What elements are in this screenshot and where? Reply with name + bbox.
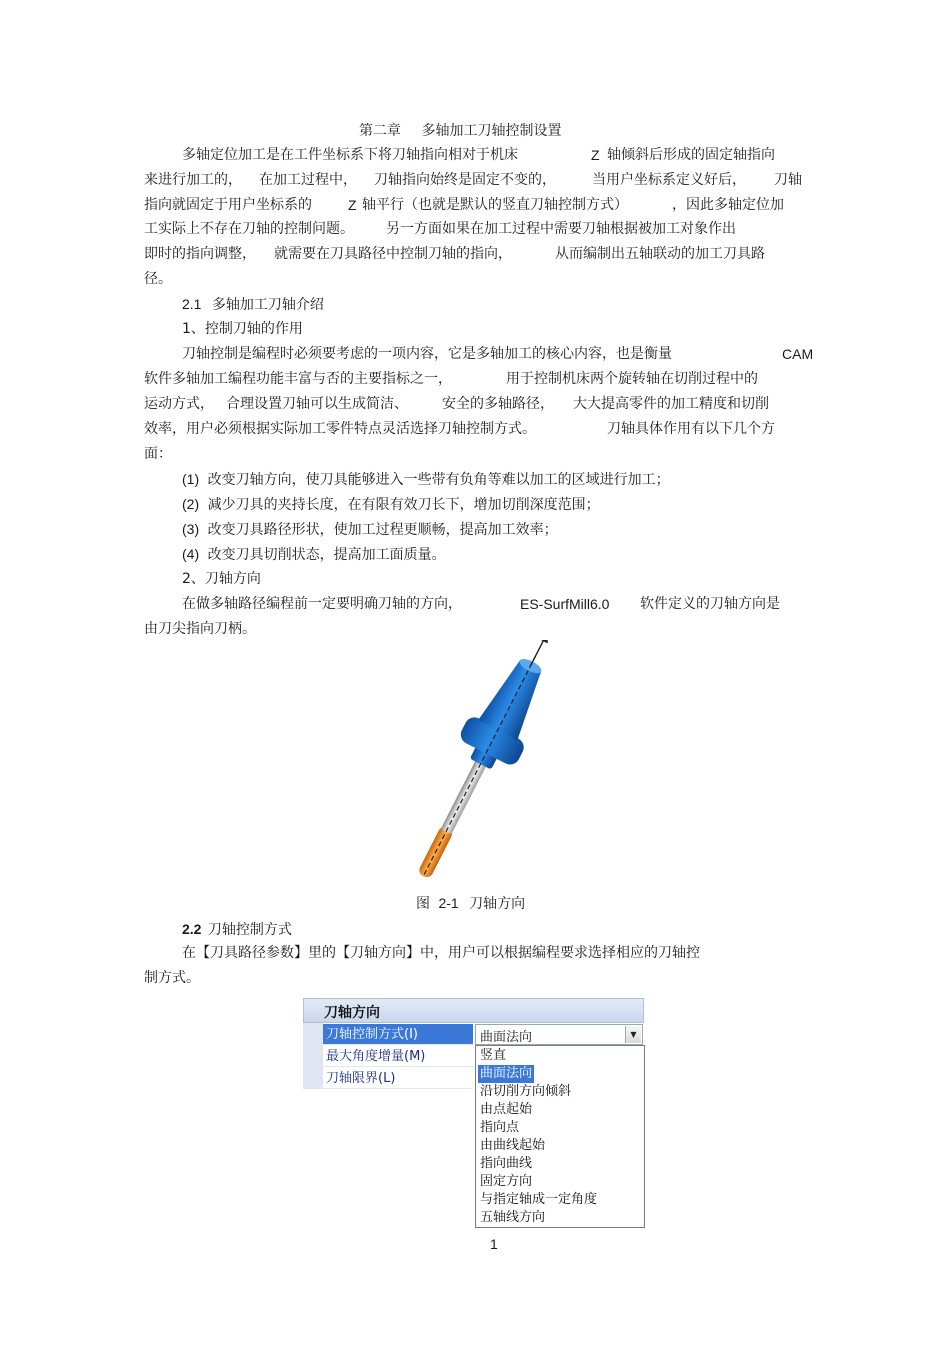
para1-cam: [782, 345, 813, 363]
list-text: 改变刀具切削状态，提高加工面质量。: [207, 547, 446, 563]
option-vertical[interactable]: 竖直: [480, 1048, 507, 1063]
text: 刀轴具体作用有以下几个方: [607, 421, 775, 437]
intro-line-6: [144, 270, 172, 288]
intro-line-2: [144, 171, 242, 189]
intro-line-5: [144, 245, 256, 263]
para2-line-1: [182, 595, 462, 613]
list-item: [182, 495, 600, 514]
text: 效率，用户必须根据实际加工零件特点灵活选择刀轴控制方式。: [144, 421, 536, 437]
list-item: [182, 470, 670, 489]
option-to-point[interactable]: 指向点: [480, 1120, 520, 1135]
option-to-curve[interactable]: 指向曲线: [480, 1156, 533, 1171]
section-number: 2.1: [182, 296, 202, 312]
text: 由刀尖指向刀柄。: [144, 621, 256, 637]
caption-label: 图: [416, 896, 430, 912]
para3-line-1: [182, 944, 700, 962]
option-five-axis-line[interactable]: 五轴线方向: [480, 1210, 546, 1225]
text: 在【刀具路径参数】里的【刀轴方向】中，用户可以根据编程要求选择相应的刀轴控: [182, 945, 700, 961]
text: 指向就固定于用户坐标系的: [144, 197, 312, 213]
text: 合理设置刀轴可以生成简洁、: [226, 396, 408, 412]
list-number: (3): [182, 521, 200, 537]
option-angle-to-axis[interactable]: 与指定轴成一定角度: [480, 1192, 598, 1207]
text: 即时的指向调整，: [144, 246, 256, 262]
option-tilt-along-cut[interactable]: 沿切削方向倾斜: [480, 1084, 572, 1099]
text: 软件多轴加工编程功能丰富与否的主要指标之一，: [144, 371, 452, 387]
para1-line-3b: [226, 395, 408, 413]
para2-software-name: [520, 595, 609, 613]
list-text: 改变刀具路径形状，使加工过程更顺畅，提高加工效率；: [207, 522, 558, 538]
subheading-1: [182, 320, 303, 338]
text: 运动方式，: [144, 396, 214, 412]
list-number: (1): [182, 471, 200, 487]
text: 刀轴控制是编程时必须要考虑的一项内容，它是多轴加工的核心内容，也是衡量: [182, 346, 672, 362]
text: 大大提高零件的加工精度和切削: [573, 396, 769, 412]
text: 工实际上不存在刀轴的控制问题。: [144, 221, 354, 237]
text: 轴平行（也就是默认的竖直刀轴控制方式）: [362, 197, 628, 213]
section-title: 刀轴控制方式: [207, 922, 292, 938]
intro-line-3-z: [348, 196, 357, 214]
para1-line-3d: [573, 395, 769, 413]
intro-line-1-z: [591, 146, 600, 164]
text: 刀轴: [774, 172, 802, 188]
text: ES-SurfMill6.0: [520, 596, 610, 612]
intro-line-3c: [362, 196, 628, 214]
intro-line-3d: [672, 196, 784, 214]
panel-title: 刀轴方向: [324, 1005, 380, 1021]
section-2-2-heading: [182, 920, 292, 939]
chapter-name: 多轴加工刀轴控制设置: [421, 123, 562, 139]
section-title: 多轴加工刀轴介绍: [211, 297, 324, 313]
axis-arrow-head: [539, 640, 553, 643]
section-2-1-heading: [182, 295, 324, 314]
axis-limit-label[interactable]: 刀轴限界(L): [323, 1068, 473, 1089]
text: 多轴定位加工是在工件坐标系下将刀轴指向相对于机床: [182, 147, 518, 163]
option-fixed-direction[interactable]: 固定方向: [480, 1174, 533, 1189]
option-from-point[interactable]: 由点起始: [480, 1102, 533, 1117]
text: 软件定义的刀轴方向是: [640, 596, 780, 612]
intro-line-4: [144, 220, 354, 238]
figure-caption: [416, 894, 525, 913]
option-surface-normal[interactable]: 曲面法向: [480, 1066, 533, 1081]
list-text: 减少刀具的夹持长度，在有限有效刀长下，增加切削深度范围；: [207, 497, 600, 513]
text: 安全的多轴路径，: [442, 396, 554, 412]
intro-line-5c: [555, 245, 765, 263]
option-from-curve[interactable]: 由曲线起始: [480, 1138, 546, 1153]
text: 在加工过程中，: [259, 172, 357, 188]
list-item: [182, 520, 558, 539]
text: CAM: [782, 346, 814, 362]
para1-line-5: [144, 445, 172, 463]
chapter-number: 第二章: [359, 123, 401, 139]
max-angle-increment-label[interactable]: 最大角度增量(M): [323, 1046, 473, 1067]
text: 2、刀轴方向: [182, 571, 261, 587]
text: 刀轴指向始终是固定不变的，: [374, 172, 556, 188]
intro-line-1-end: [607, 146, 775, 164]
text: 面：: [144, 446, 172, 462]
intro-line-3: [144, 196, 312, 214]
intro-line-2c: [374, 171, 556, 189]
text: Z: [591, 147, 600, 163]
caption-number: 2-1: [438, 895, 459, 911]
text: Z: [348, 197, 357, 213]
list-number: (2): [182, 496, 200, 512]
axis-arrow-shaft: [530, 640, 545, 666]
intro-line-4b: [386, 220, 736, 238]
text: 1: [490, 1236, 498, 1252]
intro-line-5b: [274, 245, 512, 263]
para1-line-2: [144, 370, 452, 388]
chevron-down-icon[interactable]: ▼: [625, 1026, 641, 1043]
para1-line-2b: [506, 370, 758, 388]
intro-line-1: [182, 146, 518, 164]
text: 制方式。: [144, 970, 200, 986]
axis-control-mode-select[interactable]: [475, 1024, 643, 1045]
text: 来进行加工的，: [144, 172, 242, 188]
para1-line-1: [182, 345, 672, 363]
select-value: 曲面法向: [480, 1030, 533, 1045]
intro-line-2b: [259, 171, 357, 189]
text: 在做多轴路径编程前一定要明确刀轴的方向，: [182, 596, 462, 612]
tool-axis-panel: [303, 998, 644, 1230]
intro-line-2e: [774, 171, 802, 189]
chapter-title: [359, 122, 561, 140]
para1-line-3c: [442, 395, 554, 413]
text: 就需要在刀具路径中控制刀轴的指向，: [274, 246, 512, 262]
text: 轴倾斜后形成的固定轴指向: [607, 147, 775, 163]
text: 从而编制出五轴联动的加工刀具路: [555, 246, 765, 262]
list-item: [182, 545, 446, 564]
tool-axis-illustration: [360, 640, 600, 890]
text: 另一方面如果在加工过程中需要刀轴根据被加工对象作出: [386, 221, 736, 237]
para2-line-2: [144, 620, 256, 638]
para1-line-4: [144, 420, 536, 438]
panel-header: [303, 998, 644, 1023]
text: 用于控制机床两个旋转轴在切削过程中的: [506, 371, 758, 387]
subheading-2: [182, 570, 261, 588]
list-number: (4): [182, 546, 200, 562]
text: 径。: [144, 271, 172, 287]
list-text: 改变刀轴方向，使刀具能够进入一些带有负角等难以加工的区域进行加工；: [207, 472, 670, 488]
para1-line-4b: [607, 420, 775, 438]
axis-control-mode-options: [475, 1045, 645, 1228]
page-number: [490, 1235, 498, 1253]
caption-text: 刀轴方向: [469, 896, 526, 912]
text: ，因此多轴定位加: [672, 197, 784, 213]
section-number: 2.2: [182, 921, 202, 937]
para3-line-2: [144, 969, 200, 987]
para2-line-1c: [640, 595, 780, 613]
axis-control-mode-label[interactable]: 刀轴控制方式(I): [323, 1024, 473, 1045]
para1-line-3: [144, 395, 214, 413]
panel-left-strip: [303, 1023, 323, 1089]
text: 当用户坐标系定义好后，: [592, 172, 746, 188]
text: 1、控制刀轴的作用: [182, 321, 303, 337]
intro-line-2d: [592, 171, 746, 189]
